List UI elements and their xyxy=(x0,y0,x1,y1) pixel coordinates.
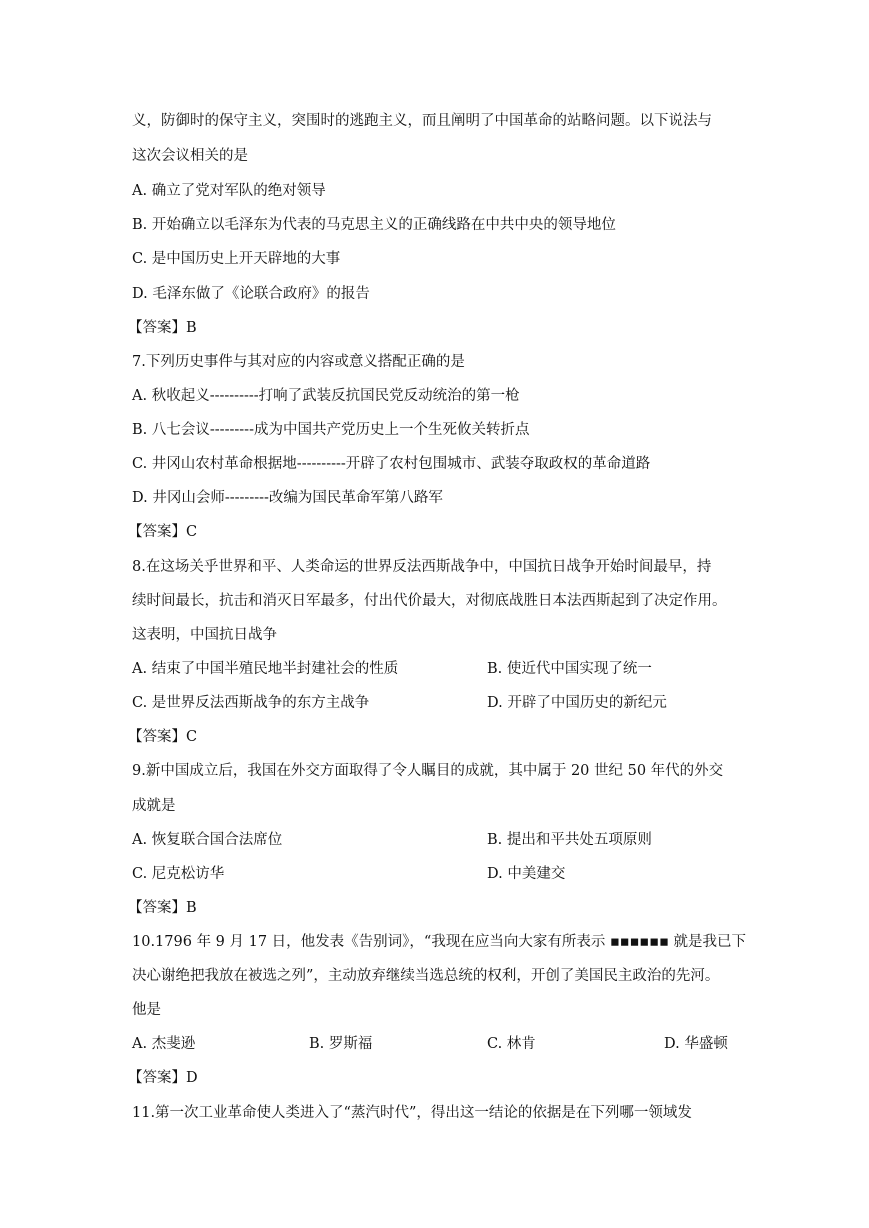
q9-stem-line-2: 成就是 xyxy=(132,798,176,814)
q10-stem-line-2: 决心谢绝把我放在被选之列”，主动放弃继续当选总统的权利，开创了美国民主政治的先河。 xyxy=(132,968,720,984)
q7-stem: 7.下列历史事件与其对应的内容或意义搭配正确的是 xyxy=(132,354,465,370)
q10-answer: 【答案】D xyxy=(128,1070,198,1086)
q9-stem-line-1: 9.新中国成立后，我国在外交方面取得了令人瞩目的成就，其中属于 20 世纪 50 年代的外交 xyxy=(132,763,724,779)
q8-option-b: B. 使近代中国实现了统一 xyxy=(487,661,652,677)
q9-option-b: B. 提出和平共处五项原则 xyxy=(487,832,652,848)
q7-option-c: C. 井冈山农村革命根据地----------开辟了农村包围城市、武装夺取政权的革命道路 xyxy=(132,456,651,472)
q8-option-c: C. 是世界反法西斯战争的东方主战争 xyxy=(132,695,370,711)
q8-option-a: A. 结束了中国半殖民地半封建社会的性质 xyxy=(132,661,399,677)
q10-option-d: D. 华盛顿 xyxy=(664,1036,728,1052)
q7-option-d: D. 井冈山会师---------改编为国民革命军第八路军 xyxy=(132,490,443,506)
q7-answer: 【答案】C xyxy=(128,524,198,540)
q10-stem-line-3: 他是 xyxy=(132,1002,161,1018)
q6-option-d: D. 毛泽东做了《论联合政府》的报告 xyxy=(132,286,370,302)
q6-option-a: A. 确立了党对军队的绝对领导 xyxy=(132,183,326,199)
q10-option-c: C. 林肯 xyxy=(487,1036,536,1052)
q6-stem-line-2: 这次会议相关的是 xyxy=(132,148,248,164)
q9-answer: 【答案】B xyxy=(128,900,197,916)
q8-stem-line-3: 这表明，中国抗日战争 xyxy=(132,627,277,643)
q8-option-d: D. 开辟了中国历史的新纪元 xyxy=(487,695,667,711)
q10-stem-line-1: 10.1796 年 9 月 17 日，他发表《告别词》，“我现在应当向大家有所表示 ▪▪▪▪▪▪ 就是我已下 xyxy=(132,934,747,950)
q11-stem-line-1: 11.第一次工业革命使人类进入了“蒸汽时代”，得出这一结论的依据是在下列哪一领域发 xyxy=(132,1105,692,1121)
q6-stem-line-1: 义，防御时的保守主义，突围时的逃跑主义，而且阐明了中国革命的站略问题。以下说法与 xyxy=(132,113,712,129)
q6-option-b: B. 开始确立以毛泽东为代表的马克思主义的正确线路在中共中央的领导地位 xyxy=(132,217,616,233)
q8-stem-line-2: 续时间最长，抗击和消灭日军最多，付出代价最大，对彻底战胜日本法西斯起到了决定作用。 xyxy=(132,593,727,609)
q6-option-c: C. 是中国历史上开天辟地的大事 xyxy=(132,251,341,267)
q10-option-a: A. 杰斐逊 xyxy=(132,1036,196,1052)
q9-option-d: D. 中美建交 xyxy=(487,866,566,882)
q8-answer: 【答案】C xyxy=(128,729,198,745)
q6-answer: 【答案】B xyxy=(128,320,197,336)
q7-option-b: B. 八七会议---------成为中国共产党历史上一个生死攸关转折点 xyxy=(132,422,530,438)
q9-option-c: C. 尼克松访华 xyxy=(132,866,225,882)
q10-option-b: B. 罗斯福 xyxy=(309,1036,373,1052)
q7-option-a: A. 秋收起义----------打响了武装反抗国民党反动统治的第一枪 xyxy=(132,388,520,404)
q9-option-a: A. 恢复联合国合法席位 xyxy=(132,832,283,848)
q8-stem-line-1: 8.在这场关乎世界和平、人类命运的世界反法西斯战争中，中国抗日战争开始时间最早，持 xyxy=(132,559,712,575)
